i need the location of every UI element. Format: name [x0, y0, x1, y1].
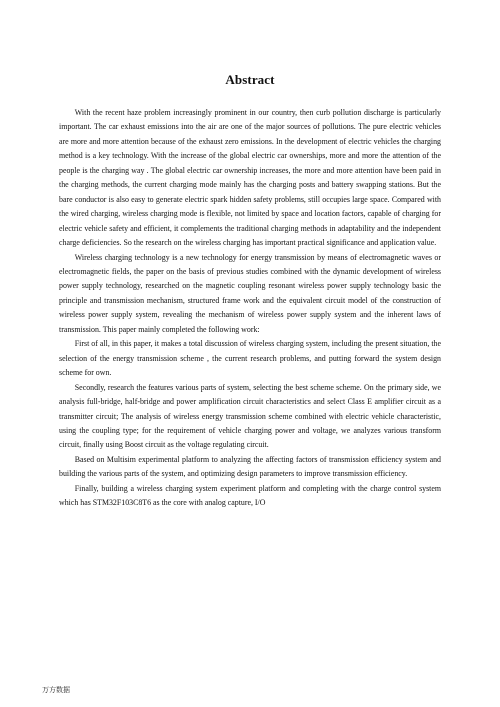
paragraph-4: Secondly, research the features various parts of system, selecting the best scheme scheme. On the primary side, we analysis full-bridge, half-bridge and power amplification circuit characteristics and select Class E amplifier circuit as a transmitter circuit; The analysis of wireless energy transmission scheme combined with electric vehicle characteristic, using the coupling type; for the requirement of vehicle charging power and voltage, we analyzes various transform circuit, finally using Boost circuit as the voltage regulating circuit.	[59, 382, 441, 450]
paragraph-3: First of all, in this paper, it makes a total discussion of wireless charging system, including the present situation, the selection of the energy transmission scheme , the current research problems, and putting forward the system design scheme for own.	[59, 339, 441, 378]
paragraph-6: Finally, building a wireless charging system experiment platform and completing with the charge control system which has STM32F103C8T6 as the core with analog capture, I/O	[59, 483, 441, 508]
footer-watermark: 万方数据	[42, 686, 70, 694]
paragraph-1: With the recent haze problem increasingly prominent in our country, then curb pollution discharge is particularly important. The car exhaust emissions into the air are one of the major sources of pollutions. The pure electric vehicles are more and more attention because of the exhaust zero emissions. In the development of electric vehicles the charging method is a key technology. With the increase of the global electric car ownerships, more and more the attention of the people is the charging way . The global electric car ownership increases, the more and more attention have been paid in the charging methods, the current charging mode mainly has the charging posts and battery swapping stations. But the bare conductor is also easy to generate electric spark hidden safety problems, still occupies large space. Compared with the wired charging, wireless charging mode is flexible, not limited by space and location factors, capable of charging for electric vehicle safety and efficient, it complements the traditional charging methods in adaptability and the independent charge deficiencies. So the research on the wireless charging has important practical significance and application value.	[59, 108, 441, 248]
abstract-title: Abstract	[225, 72, 275, 87]
abstract-body	[59, 106, 441, 511]
paragraph-5: Based on Multisim experimental platform to analyzing the affecting factors of transmission efficiency system and building the various parts of the system, and optimizing design parameters to improve transmission efficiency.	[59, 454, 441, 479]
paragraph-2: Wireless charging technology is a new technology for energy transmission by means of electromagnetic waves or electromagnetic fields, the paper on the basis of previous studies combined with the dynamic development of wireless power supply technology, researched on the magnetic coupling resonant wireless power supply technology basic the principle and transmission mechanism, structured frame work and the equivalent circuit model of the construction of wireless power supply system, revealing the mechanism of wireless power supply system and the inherent laws of transmission. This paper mainly completed the following work:	[59, 252, 441, 334]
